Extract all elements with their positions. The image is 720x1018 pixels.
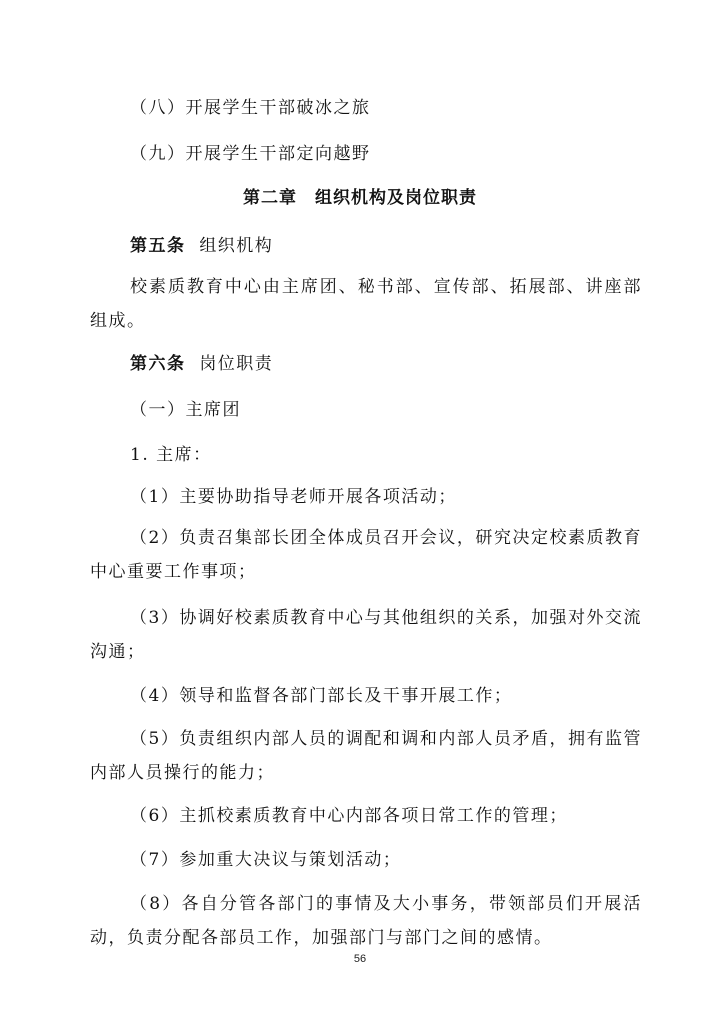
duty-item: （2）负责召集部长团全体成员召开会议，研究决定校素质教育中心重要工作事项； (90, 528, 642, 582)
chapter-number: 第二章 (243, 188, 297, 208)
chapter-title: 组织机构及岗位职责 (315, 188, 477, 208)
article-five-title: 组织机构 (199, 236, 274, 256)
duty-item: （1）主要协助指导老师开展各项活动； (130, 487, 457, 507)
duty-item: （8）各自分管各部门的事情及大小事务，带领部员们开展活动，负责分配各部员工作，加强部门与部门之间的感情。 (90, 894, 642, 948)
section-presidium: （一）主席团 (130, 400, 241, 420)
duty-item: （4）领导和监督各部门部长及干事开展工作； (130, 686, 513, 706)
article-five-heading (130, 235, 273, 257)
article-five-label: 第五条 (130, 236, 186, 256)
duty-item: （3）协调好校素质教育中心与其他组织的关系，加强对外交流沟通； (90, 608, 642, 662)
chapter-heading (0, 187, 720, 209)
item-eight: （八）开展学生干部破冰之旅 (130, 98, 371, 118)
article-five-body: 校素质教育中心由主席团、秘书部、宣传部、拓展部、讲座部组成。 (90, 277, 642, 331)
duty-item: （7）参加重大决议与策划活动； (130, 850, 402, 870)
article-six-title: 岗位职责 (199, 354, 274, 374)
duty-item: （5）负责组织内部人员的调配和调和内部人员矛盾，拥有监管内部人员操行的能力； (90, 729, 642, 783)
page-number: 56 (353, 953, 367, 965)
chair-heading: 1. 主席： (130, 445, 212, 465)
item-nine: （九）开展学生干部定向越野 (130, 144, 371, 164)
article-six-heading (130, 353, 273, 375)
article-six-label: 第六条 (130, 354, 186, 374)
duty-item: （6）主抓校素质教育中心内部各项日常工作的管理； (130, 806, 568, 826)
